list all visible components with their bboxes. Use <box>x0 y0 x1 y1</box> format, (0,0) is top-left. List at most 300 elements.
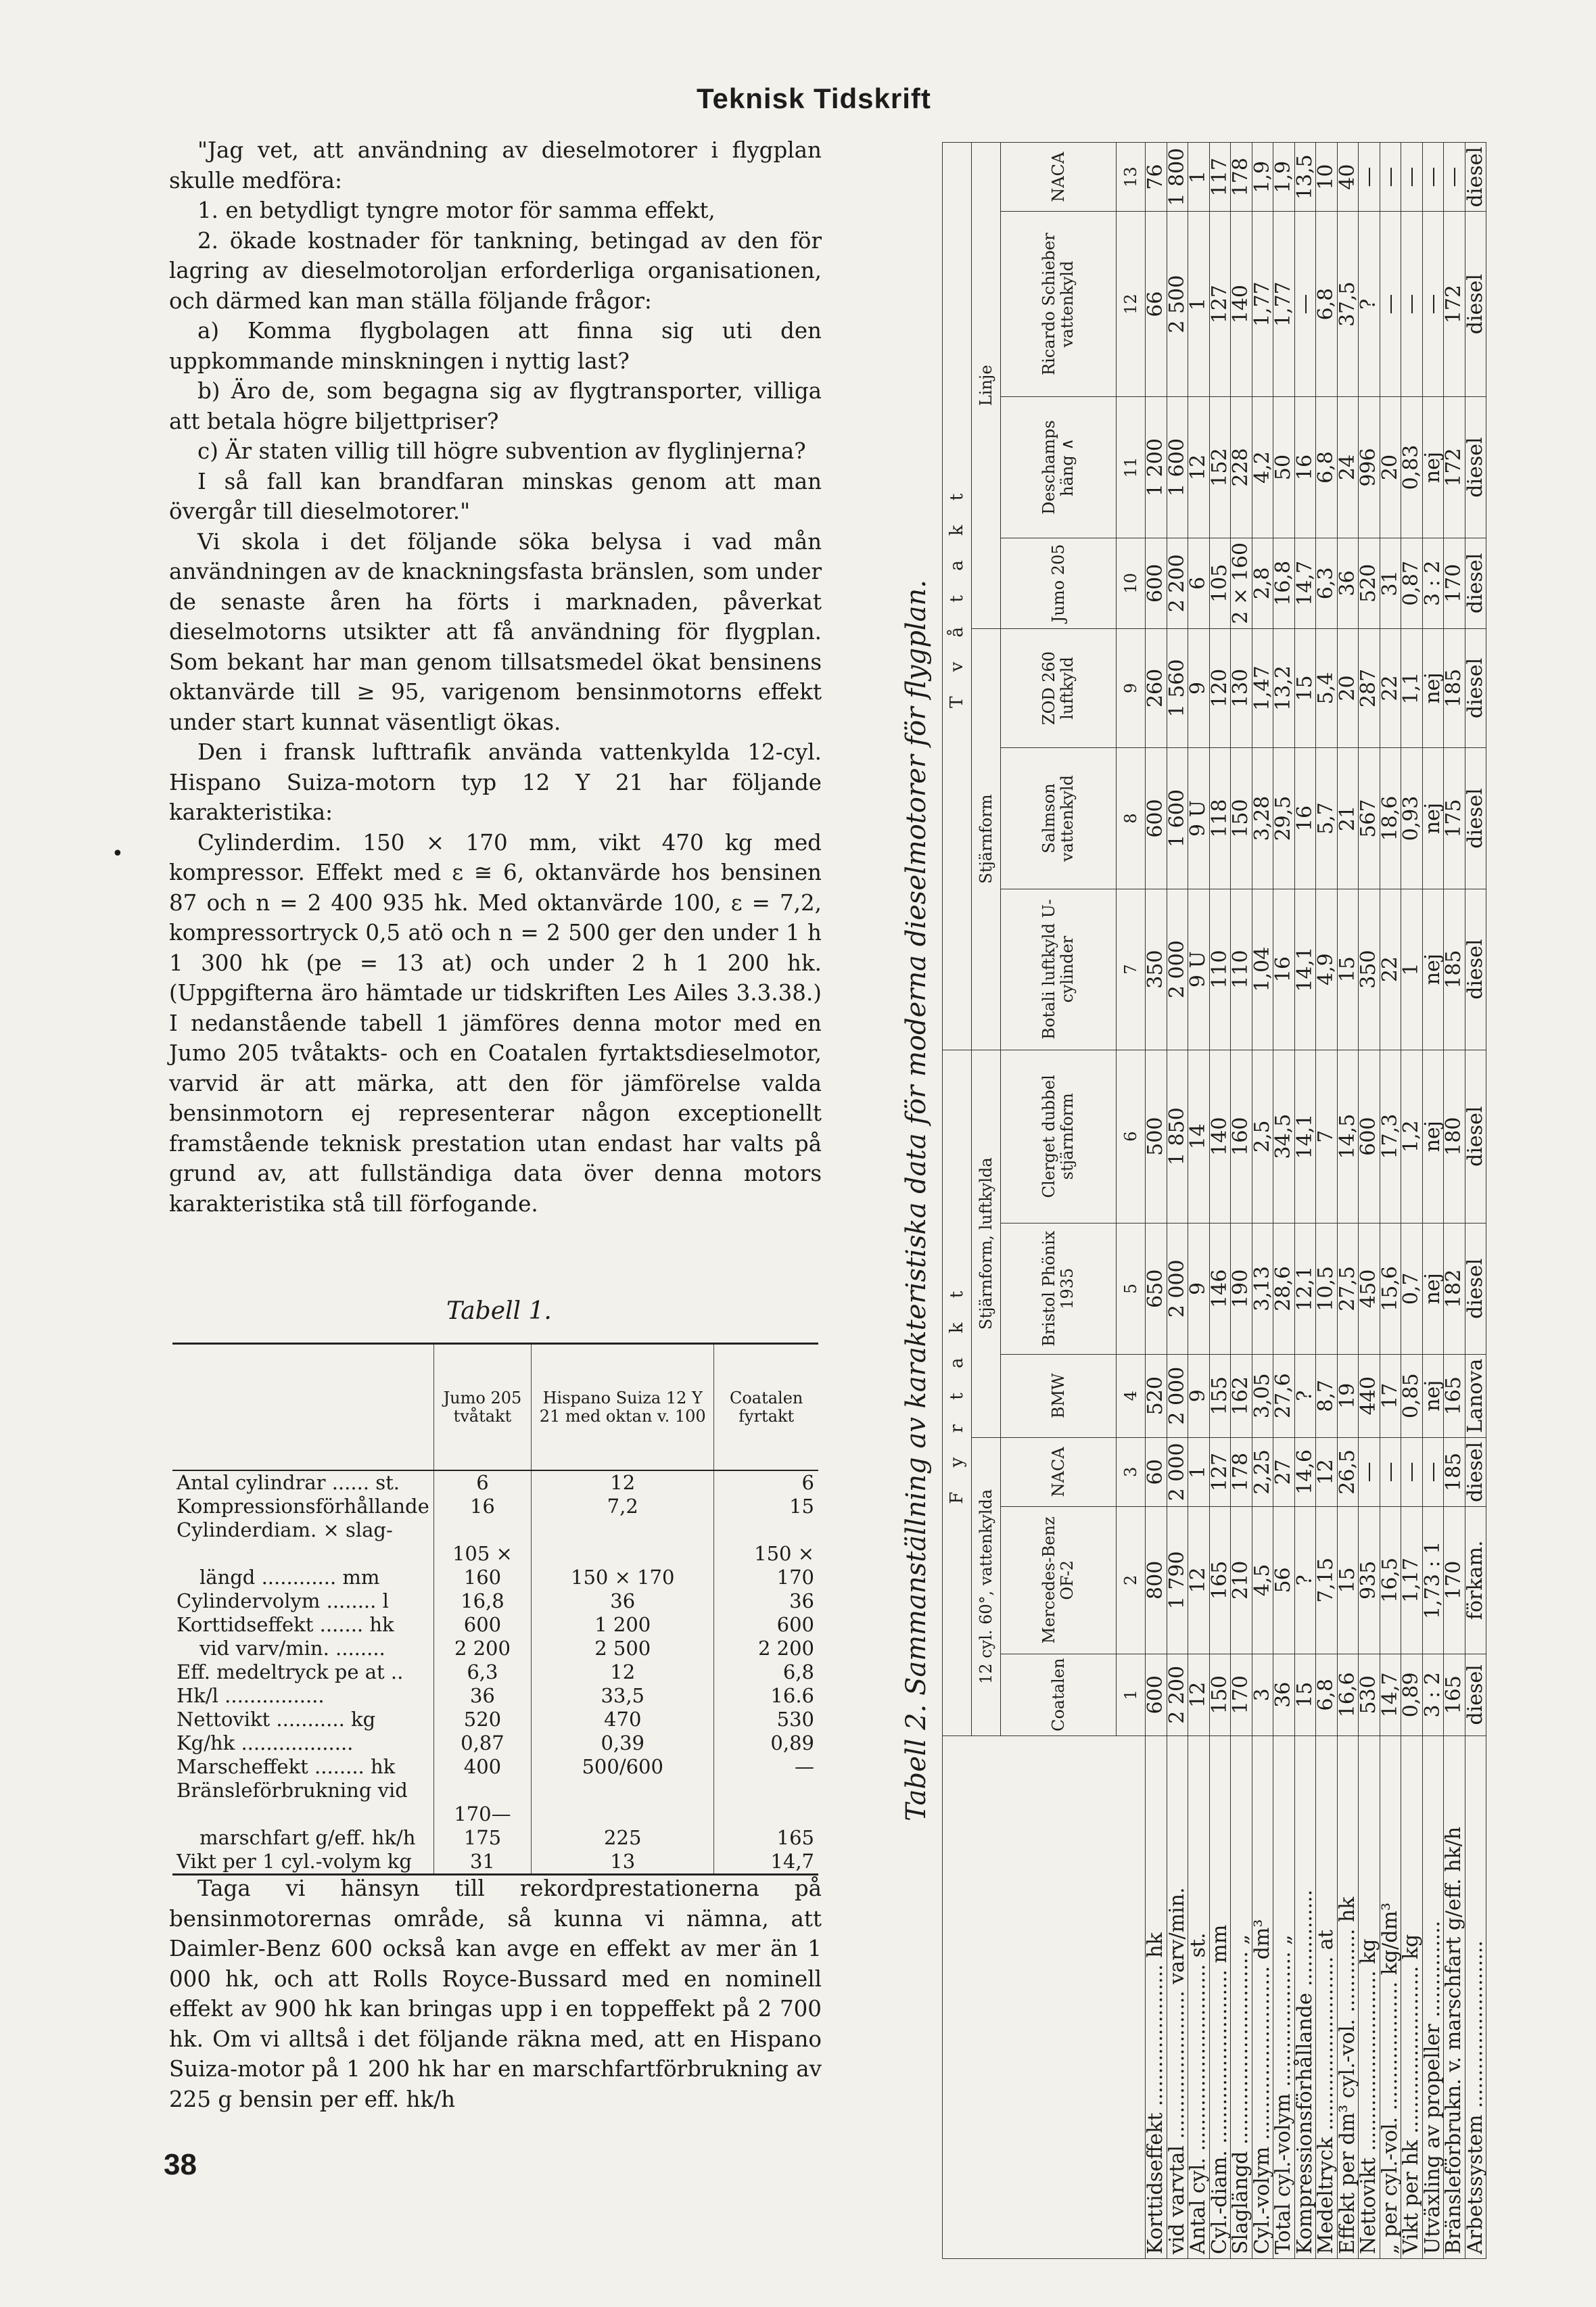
table-cell: 36 <box>1337 538 1359 629</box>
table-cell: 16 <box>1294 748 1316 889</box>
table-cell: 13,5 <box>1294 143 1316 212</box>
table-cell: nej <box>1422 628 1444 748</box>
engine-number: 6 <box>1117 1050 1146 1223</box>
row-label: vid varvtal ....................... varv/min. <box>1167 1736 1188 2259</box>
table-cell <box>714 1518 818 1542</box>
table-cell: 150 <box>1209 1654 1231 1735</box>
table-cell: 16.6 <box>714 1684 818 1708</box>
table-row <box>1316 143 1338 2259</box>
table-cell: 1,04 <box>1252 889 1273 1050</box>
table-cell: — <box>1444 143 1465 212</box>
subgroup-header: 12 cyl. 60°, vattenkylda <box>972 1437 1001 1735</box>
table-cell: 7 <box>1316 1050 1338 1223</box>
table-cell: 2 000 <box>1167 1223 1188 1354</box>
table-cell: 2 × 160 <box>1231 538 1252 629</box>
table-cell: 450 <box>1359 1223 1380 1354</box>
table-cell: diesel <box>1465 538 1486 629</box>
table-cell: 105 × 160 <box>433 1542 531 1589</box>
table-cell: ? <box>1294 1354 1316 1437</box>
table-cell: 13,2 <box>1273 628 1295 748</box>
table-cell: 1 600 <box>1167 396 1188 538</box>
table-cell: 6,8 <box>1316 396 1338 538</box>
table-cell: 31 <box>1380 538 1401 629</box>
engine-number: 10 <box>1117 538 1146 629</box>
table-cell: 180 <box>1444 1050 1465 1223</box>
table-cell: 22 <box>1380 889 1401 1050</box>
subgroup-header: Stjärnform <box>972 628 1001 1050</box>
table-cell: 14,5 <box>1337 1050 1359 1223</box>
table-cell: 9 U <box>1188 889 1210 1050</box>
journal-header: Teknisk Tidskrift <box>697 83 931 114</box>
row-label: Bränsleförbrukning vid <box>177 1779 408 1802</box>
table-row <box>1465 143 1486 2259</box>
row-label: längd ............ mm <box>200 1566 380 1589</box>
engine-header: Clerget dubbel stjärnform <box>1001 1050 1117 1223</box>
table-cell: 530 <box>714 1708 818 1731</box>
engine-number: 11 <box>1117 396 1146 538</box>
table-cell: 150 × 170 <box>532 1542 714 1589</box>
table-cell: 31 <box>433 1850 531 1875</box>
table-cell: 110 <box>1209 889 1231 1050</box>
table-cell: 520 <box>1359 538 1380 629</box>
table-cell: 8,7 <box>1316 1354 1338 1437</box>
row-label: Cyl.-diam. ........................... mm <box>1209 1736 1231 2259</box>
table-cell: 520 <box>1146 1354 1167 1437</box>
table-cell: 172 <box>1444 212 1465 397</box>
table-cell <box>433 1518 531 1542</box>
table-cell: ? <box>1359 212 1380 397</box>
row-label: Nettovikt ........... kg <box>177 1708 376 1731</box>
table-cell: 60 <box>1146 1437 1167 1506</box>
table-cell: — <box>1380 1437 1401 1506</box>
table-cell: — <box>1401 1437 1423 1506</box>
table-row <box>172 1495 818 1518</box>
table-cell: 13 <box>532 1850 714 1875</box>
table-cell: 66 <box>1146 212 1167 397</box>
table-row <box>1252 143 1273 2259</box>
table-cell: 5,7 <box>1316 748 1338 889</box>
table-cell: — <box>1422 143 1444 212</box>
paragraph: Vi skola i det följande söka belysa i vad mån användningen av de knackningsfasta bränslen, som under de senaste åren ha förts i marknaden, påverkat dieselmotorns utsikter att få användning för flygplan. Som bekant har man genom tillsatsmedel ökat bensinens oktanvärde till ≥ 95, varigenom bensinmotorns effekt under start kunnat väsentligt ökas. <box>169 528 822 735</box>
table-header: Hispano Suiza 12 Y 21 med oktan v. 100 <box>532 1344 714 1471</box>
table-cell: — <box>1359 1437 1380 1506</box>
table-cell: 15 <box>1337 889 1359 1050</box>
table-cell: 2,8 <box>1252 538 1273 629</box>
table-cell: 1 200 <box>532 1613 714 1637</box>
row-label: Cyl.-volym ........................... dm³ <box>1252 1736 1273 2259</box>
table-cell: 19 <box>1337 1354 1359 1437</box>
subgroup-header: Stjärnform, luftkylda <box>972 1050 1001 1437</box>
table-row <box>1273 143 1295 2259</box>
table-cell <box>714 1779 818 1802</box>
row-label: Kompressionsförhållande ............... <box>1294 1736 1316 2259</box>
table-cell: 14,6 <box>1294 1437 1316 1506</box>
table-cell: 12 <box>532 1660 714 1684</box>
table-cell: 12 <box>532 1470 714 1495</box>
table-cell: 9 U <box>1188 748 1210 889</box>
table-cell: 996 <box>1359 396 1380 538</box>
table-cell: 6 <box>714 1470 818 1495</box>
table-cell: 150 <box>1231 748 1252 889</box>
table-cell: nej <box>1422 1223 1444 1354</box>
engine-number: 4 <box>1117 1354 1146 1437</box>
table-cell: 600 <box>714 1613 818 1637</box>
table-row <box>172 1802 818 1850</box>
table-row <box>1337 143 1359 2259</box>
table-cell <box>433 1779 531 1802</box>
table-row <box>172 1660 818 1684</box>
row-label: Antal cyl. ............................. st. <box>1188 1736 1210 2259</box>
row-label: Cylindervolym ........ l <box>177 1589 389 1612</box>
table-cell: diesel <box>1465 1437 1486 1506</box>
table-cell: förkam. <box>1465 1507 1486 1654</box>
table-cell: 6,8 <box>714 1660 818 1684</box>
table-cell: 172 <box>1444 396 1465 538</box>
table-cell: 16,6 <box>1337 1654 1359 1735</box>
table-cell: 600 <box>1146 538 1167 629</box>
table2-body <box>1146 143 1486 2259</box>
table-cell: 0,89 <box>1401 1654 1423 1735</box>
table-cell: — <box>714 1755 818 1779</box>
table-cell: 210 <box>1231 1507 1252 1654</box>
table-cell: 530 <box>1359 1654 1380 1735</box>
engine-number: 9 <box>1117 628 1146 748</box>
table-cell: 1,47 <box>1252 628 1273 748</box>
engine-header: NACA <box>1001 143 1117 212</box>
group-header-fyrtakt: F y r t a k t <box>943 1050 972 1735</box>
table-cell: 6,8 <box>1316 1654 1338 1735</box>
engine-number: 12 <box>1117 212 1146 397</box>
table-cell: 1 <box>1188 212 1210 397</box>
table-cell: 10 <box>1316 143 1338 212</box>
table-cell: 170—175 <box>433 1802 531 1850</box>
table-cell: 6,8 <box>1316 212 1338 397</box>
row-label: vid varv/min. ........ <box>200 1637 385 1660</box>
table-header-row <box>172 1344 818 1471</box>
table-cell: 1 560 <box>1167 628 1188 748</box>
table-cell: 3,13 <box>1252 1223 1273 1354</box>
paragraph: a) Komma flygbolagen att finna sig uti den uppkommande minskningen i nyttig last? <box>169 318 822 374</box>
table-cell: 0,83 <box>1401 396 1423 538</box>
table-cell: 110 <box>1231 889 1252 1050</box>
engine-header: Salmson vattenkyld <box>1001 748 1117 889</box>
paragraph: c) Är staten villig till högre subvention av flyglinjerna? <box>197 438 806 464</box>
table-cell: 2 500 <box>1167 212 1188 397</box>
table-cell: 20 <box>1380 396 1401 538</box>
table-cell: nej <box>1422 1354 1444 1437</box>
table2-rotated <box>896 142 1508 2259</box>
table-cell: 56 <box>1273 1507 1295 1654</box>
row-label: Eff. medeltryck pe at .. <box>177 1660 404 1683</box>
table-header: Jumo 205 tvåtakt <box>433 1344 531 1471</box>
row-label: Korttidseffekt ....... hk <box>177 1613 394 1636</box>
engine-header: Mercedes-Benz OF-2 <box>1001 1507 1117 1654</box>
table-cell: 170 <box>1444 1507 1465 1654</box>
table-cell: 170 <box>1444 538 1465 629</box>
table-cell: — <box>1294 212 1316 397</box>
row-label: marschfart g/eff. hk/h <box>200 1826 416 1849</box>
table-cell: 150 × 170 <box>714 1542 818 1589</box>
row-label: Medeltryck ........................... at <box>1316 1736 1338 2259</box>
table-cell: 165 <box>1444 1654 1465 1735</box>
table-cell: 1 <box>1188 143 1210 212</box>
row-label: Kompressionsförhållande <box>177 1495 429 1518</box>
table-cell: 36 <box>1273 1654 1295 1735</box>
table-cell: 16 <box>1273 889 1295 1050</box>
engine-header: ZOD 260 luftkyld <box>1001 628 1117 748</box>
table-row <box>1294 143 1316 2259</box>
table-cell: 36 <box>532 1589 714 1613</box>
table-cell: 15,6 <box>1380 1223 1401 1354</box>
table-cell: diesel <box>1465 143 1486 212</box>
table-cell: — <box>1380 212 1401 397</box>
table-cell: 3,05 <box>1252 1354 1273 1437</box>
table-cell: 1,17 <box>1401 1507 1423 1654</box>
table-cell: 152 <box>1209 396 1231 538</box>
table-cell: 2,5 <box>1252 1050 1273 1223</box>
table-row <box>1380 143 1401 2259</box>
table-cell: 2,25 <box>1252 1437 1273 1506</box>
table-cell: 0,89 <box>714 1731 818 1755</box>
engine-number: 7 <box>1117 889 1146 1050</box>
table-cell: 21 <box>1337 748 1359 889</box>
table-cell: 1 790 <box>1167 1507 1188 1654</box>
table-cell: 12 <box>1316 1437 1338 1506</box>
margin-bullet: • <box>112 842 124 866</box>
article-text-top <box>169 135 822 1219</box>
table-cell: 2 200 <box>433 1637 531 1660</box>
table-cell: 2 500 <box>532 1637 714 1660</box>
table-cell: 600 <box>433 1613 531 1637</box>
table-cell: 140 <box>1231 212 1252 397</box>
row-label: Marscheffekt ........ hk <box>177 1755 396 1778</box>
table-cell: 3,28 <box>1252 748 1273 889</box>
table-cell: 1 850 <box>1167 1050 1188 1223</box>
table-cell: 600 <box>1146 748 1167 889</box>
table-header: Coatalen fyrtakt <box>714 1344 818 1471</box>
row-label: Utväxling av propeller ............... <box>1422 1736 1444 2259</box>
table-cell: 37,5 <box>1337 212 1359 397</box>
table-cell: 6 <box>1188 538 1210 629</box>
table-cell: 6,3 <box>433 1660 531 1684</box>
table-cell: 14 <box>1188 1050 1210 1223</box>
table-row <box>1444 143 1465 2259</box>
table-cell: 6 <box>433 1470 531 1495</box>
table-cell: 178 <box>1231 1437 1252 1506</box>
table-row <box>172 1470 818 1495</box>
table-cell: 14,7 <box>1294 538 1316 629</box>
table-cell: 520 <box>433 1708 531 1731</box>
table-row <box>1359 143 1380 2259</box>
article-text-bottom <box>169 1873 822 2114</box>
row-label: Slaglängd .............................. „ <box>1231 1736 1252 2259</box>
table-cell: 3 : 2 <box>1422 1654 1444 1735</box>
table-header-blank <box>943 1736 1146 2259</box>
table2 <box>942 142 1486 2259</box>
paragraph: b) Äro de, som begagna sig av flygtransporter, villiga att betala högre biljettpriser? <box>169 378 822 434</box>
table-row <box>172 1589 818 1613</box>
table-cell: 1,73 : 1 <box>1422 1507 1444 1654</box>
table-cell: 500 <box>1146 1050 1167 1223</box>
engine-header: BMW <box>1001 1354 1117 1437</box>
table-cell: 36 <box>714 1589 818 1613</box>
table1 <box>172 1343 818 1875</box>
table-cell: 165 <box>1209 1507 1231 1654</box>
table-row <box>172 1731 818 1755</box>
paragraph: "Jag vet, att användning av dieselmotorer i flygplan skulle medföra: <box>169 137 822 193</box>
table-cell: 178 <box>1231 143 1252 212</box>
table-cell: 27 <box>1273 1437 1295 1506</box>
table-cell <box>532 1518 714 1542</box>
table-cell: diesel <box>1465 1050 1486 1223</box>
engine-header: Ricardo Schieber vattenkyld <box>1001 212 1117 397</box>
table-cell: ? <box>1294 1507 1316 1654</box>
table-cell: diesel <box>1465 212 1486 397</box>
table-cell: 0,87 <box>433 1731 531 1755</box>
row-label: Hk/l ................ <box>177 1684 325 1707</box>
table-cell: 7,15 <box>1316 1507 1338 1654</box>
table-cell: 27,5 <box>1337 1223 1359 1354</box>
table-row <box>172 1850 818 1875</box>
table-cell: 16,8 <box>1273 538 1295 629</box>
table-cell: diesel <box>1465 396 1486 538</box>
table-cell: — <box>1401 143 1423 212</box>
table-cell: 4,9 <box>1316 889 1338 1050</box>
table-cell: 146 <box>1209 1223 1231 1354</box>
table-cell: 0,93 <box>1401 748 1423 889</box>
table-cell: 27,6 <box>1273 1354 1295 1437</box>
table-cell: 170 <box>1231 1654 1252 1735</box>
row-label: Antal cylindrar ...... st. <box>177 1471 400 1494</box>
table-cell: 34,5 <box>1273 1050 1295 1223</box>
table-cell: 22 <box>1380 628 1401 748</box>
row-label: Korttidseffekt ...................... hk <box>1146 1736 1167 2259</box>
table-row <box>1401 143 1423 2259</box>
table-header <box>172 1344 433 1471</box>
table2-caption: Tabell 2. Sammanställning av karakteristiska data för moderna dieselmotorer för flygplan. <box>901 580 932 1821</box>
table-cell: 190 <box>1231 1223 1252 1354</box>
table-cell: 117 <box>1209 143 1231 212</box>
table-cell: 165 <box>1444 1354 1465 1437</box>
page-number: 38 <box>164 2148 197 2181</box>
engine-header: Botali luftkyld U-cylinder <box>1001 889 1117 1050</box>
paragraph: 2. ökade kostnader för tankning, betingad av den för lagring av dieselmotoroljan erforderliga organisationen, och därmed kan man ställa följande frågor: <box>169 227 822 314</box>
table-cell: 1,1 <box>1401 628 1423 748</box>
engine-number: 5 <box>1117 1223 1146 1354</box>
engine-number: 8 <box>1117 748 1146 889</box>
table-cell: 0,7 <box>1401 1223 1423 1354</box>
table-cell: 182 <box>1444 1223 1465 1354</box>
table-cell: nej <box>1422 1050 1444 1223</box>
paragraph: I så fall kan brandfaran minskas genom att man övergår till dieselmotorer." <box>169 468 822 524</box>
table-cell: 0,39 <box>532 1731 714 1755</box>
table-cell: 1,2 <box>1401 1050 1423 1223</box>
table-cell: 2 000 <box>1167 1354 1188 1437</box>
table-cell: 15 <box>1294 628 1316 748</box>
table-cell: diesel <box>1465 889 1486 1050</box>
table1-body <box>172 1470 818 1875</box>
paragraph: 1. en betydligt tyngre motor för samma effekt, <box>197 197 715 223</box>
group-header-tvatakt: T v å t a k t <box>943 143 972 1050</box>
table-row <box>1231 143 1252 2259</box>
table-cell: diesel <box>1465 1223 1486 1354</box>
table-cell: 400 <box>433 1755 531 1779</box>
table-cell: 4,5 <box>1252 1507 1273 1654</box>
table-cell: 1 <box>1188 1437 1210 1506</box>
table-cell: 9 <box>1188 1354 1210 1437</box>
table-cell: diesel <box>1465 628 1486 748</box>
table-cell: 2 000 <box>1167 1437 1188 1506</box>
paragraph: Den i fransk lufttrafik använda vattenkylda 12-cyl. Hispano Suiza-motorn typ 12 Y 21 har följande karakteristika: <box>169 739 822 825</box>
table-cell: 14,7 <box>714 1850 818 1875</box>
table-cell: 12,1 <box>1294 1223 1316 1354</box>
table-cell: 2 200 <box>714 1637 818 1660</box>
table-cell: 1 800 <box>1167 143 1188 212</box>
table-cell: 14,1 <box>1294 889 1316 1050</box>
table-cell: 16,8 <box>433 1589 531 1613</box>
row-label: Cylinderdiam. × slag- <box>177 1518 393 1541</box>
engine-header: Deschamps häng ∧ <box>1001 396 1117 538</box>
engine-header: NACA <box>1001 1437 1117 1506</box>
table-cell: 600 <box>1146 1654 1167 1735</box>
table-cell: 567 <box>1359 748 1380 889</box>
table-cell: 14,1 <box>1294 1050 1316 1223</box>
table-cell: 24 <box>1337 396 1359 538</box>
table-cell: 20 <box>1337 628 1359 748</box>
table-cell: Lanova <box>1465 1354 1486 1437</box>
table-cell: 130 <box>1231 628 1252 748</box>
row-label: Vikt per 1 cyl.-volym kg <box>177 1850 412 1873</box>
table-cell: 12 <box>1188 396 1210 538</box>
table-cell: 228 <box>1231 396 1252 538</box>
table-cell: 350 <box>1359 889 1380 1050</box>
table-cell: 76 <box>1146 143 1167 212</box>
table-row <box>172 1755 818 1779</box>
table-row <box>1422 143 1444 2259</box>
engine-number: 2 <box>1117 1507 1146 1654</box>
table-cell: 127 <box>1209 212 1231 397</box>
table-cell: 3 <box>1252 1654 1273 1735</box>
table-cell: 28,6 <box>1273 1223 1295 1354</box>
table-row <box>172 1613 818 1637</box>
engine-header: Jumo 205 <box>1001 538 1117 629</box>
table-cell: 1,77 <box>1252 212 1273 397</box>
table-cell: 15 <box>1337 1507 1359 1654</box>
table-cell: 1 <box>1401 889 1423 1050</box>
table-header-row <box>943 143 972 2259</box>
engine-number: 3 <box>1117 1437 1146 1506</box>
table1-caption: Tabell 1. <box>446 1297 552 1325</box>
table-cell: 15 <box>714 1495 818 1518</box>
table-cell: 16 <box>433 1495 531 1518</box>
table-cell: diesel <box>1465 748 1486 889</box>
table-cell: 165 <box>714 1802 818 1850</box>
engine-number: 13 <box>1117 143 1146 212</box>
table-cell: — <box>1380 143 1401 212</box>
table-row <box>172 1684 818 1708</box>
table-cell: 1,9 <box>1273 143 1295 212</box>
engine-header: Bristol Phönix 1935 <box>1001 1223 1117 1354</box>
table-cell: 18,6 <box>1380 748 1401 889</box>
table-row <box>172 1518 818 1542</box>
subgroup-header: Linje <box>972 143 1001 629</box>
table-cell: 800 <box>1146 1507 1167 1654</box>
table-cell: 1,77 <box>1273 212 1295 397</box>
table-cell: 14,7 <box>1380 1654 1401 1735</box>
table-cell: 9 <box>1188 1223 1210 1354</box>
table-cell: 935 <box>1359 1507 1380 1654</box>
table-cell: 5,4 <box>1316 628 1338 748</box>
